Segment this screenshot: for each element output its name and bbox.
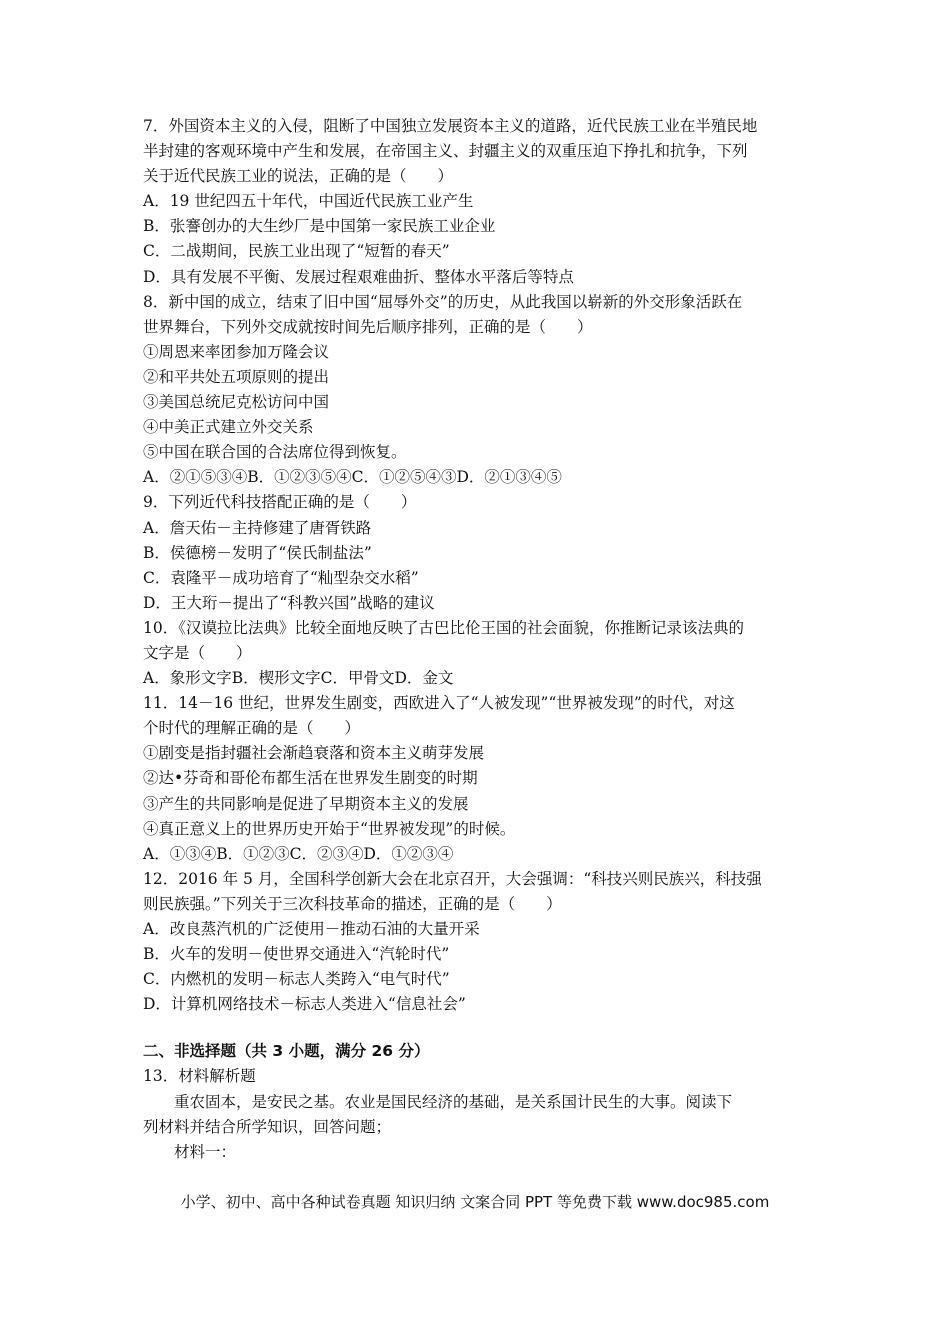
list-item: ③美国总统尼克松访问中国 [143,393,330,412]
option-d: D．计算机网络技术－标志人类进入“信息社会” [143,995,466,1014]
section-2 [143,1039,823,1164]
question-13-title: 13．材料解析题 [143,1067,256,1086]
question-stem: 9．下列近代科技搭配正确的是（ ） [143,493,417,512]
material-paragraph: 列材料并结合所学知识，回答问题； [143,1117,392,1136]
question-10 [143,616,823,691]
question-stem: 文字是（ ） [143,643,252,662]
options-line: A．②①⑤③④B．①②③⑤④C．①②⑤④③D．②①③④⑤ [143,468,562,487]
question-stem: 关于近代民族工业的说法，正确的是（ ） [143,167,454,186]
question-stem: 10．《汉谟拉比法典》比较全面地反映了古巴比伦王国的社会面貌，你推断记录该法典的 [143,618,744,637]
question-stem: 7．外国资本主义的入侵，阻断了中国独立发展资本主义的道路，近代民族工业在半殖民地 [143,117,758,135]
question-9 [143,490,823,615]
option-b: B．火车的发明－使世界交通进入“汽轮时代” [143,945,450,964]
list-item: ④中美正式建立外交关系 [143,418,314,437]
page-footer: 小学、初中、高中各种试卷真题 知识归纳 文案合同 PPT 等免费下载 www.doc985.com [180,1193,770,1211]
list-item: ①剧变是指封疆社会渐趋衰落和资本主义萌芽发展 [143,744,485,763]
question-stem: 11．14－16 世纪，世界发生剧变，西欧进入了“人被发现”“世界被发现”的时代，对这 [143,694,735,713]
list-item: ②达•芬奇和哥伦布都生活在世界发生剧变的时期 [143,769,478,788]
option-a: A．19 世纪四五十年代，中国近代民族工业产生 [143,192,474,211]
list-item: ②和平共处五项原则的提出 [143,367,330,386]
option-a: A．詹天佑－主持修建了唐胥铁路 [143,518,372,537]
options-line: A．①③④B．①②③C．②③④D．①②③④ [143,844,454,863]
option-d: D．王大珩－提出了“科教兴国”战略的建议 [143,593,435,612]
option-c: C．袁隆平－成功培育了“籼型杂交水稻” [143,568,419,587]
option-c: C．二战期间，民族工业出现了“短暂的春天” [143,242,450,261]
list-item: ④真正意义上的世界历史开始于“世界被发现”的时候。 [143,819,516,838]
option-a: A．改良蒸汽机的广泛使用－推动石油的大量开采 [143,920,480,938]
question-stem: 半封建的客观环境中产生和发展，在帝国主义、封疆主义的双重压迫下挣扎和抗争，下列 [143,142,748,161]
question-stem: 8．新中国的成立，结束了旧中国“屈辱外交”的历史，从此我国以崭新的外交形象活跃在 [143,292,743,311]
option-b: B．张謇创办的大生纱厂是中国第一家民族工业企业 [143,217,496,236]
question-stem: 12．2016 年 5 月，全国科学创新大会在北京召开，大会强调：“科技兴则民族兴，科技强 [143,869,762,888]
options-line: A．象形文字B．楔形文字C．甲骨文D．金文 [143,669,454,688]
question-stem: 世界舞台，下列外交成就按时间先后顺序排列，正确的是（ ） [143,317,593,336]
option-b: B．侯德榜－发明了“侯氏制盐法” [143,543,372,562]
question-11 [143,691,823,867]
option-c: C．内燃机的发明－标志人类跨入“电气时代” [143,970,450,989]
list-item: ③产生的共同影响是促进了早期资本主义的发展 [143,794,469,813]
exam-content [143,114,823,1165]
question-12 [143,867,823,1018]
material-paragraph: 重农固本，是安民之基。农业是国民经济的基础，是关系国计民生的大事。阅读下 [174,1092,733,1111]
option-d: D．具有发展不平衡、发展过程艰难曲折、整体水平落后等特点 [143,267,574,286]
question-stem: 个时代的理解正确的是（ ） [143,719,361,738]
section-title: 二、非选择题（共 3 小题，满分 26 分） [143,1042,430,1061]
list-item: ①周恩来率团参加万隆会议 [143,342,330,361]
question-stem: 则民族强。”下列关于三次科技革命的描述，正确的是（ ） [143,894,562,913]
question-8 [143,290,823,491]
question-7 [143,114,823,290]
list-item: ⑤中国在联合国的合法席位得到恢复。 [143,443,407,462]
material-one-label: 材料一： [174,1142,237,1161]
